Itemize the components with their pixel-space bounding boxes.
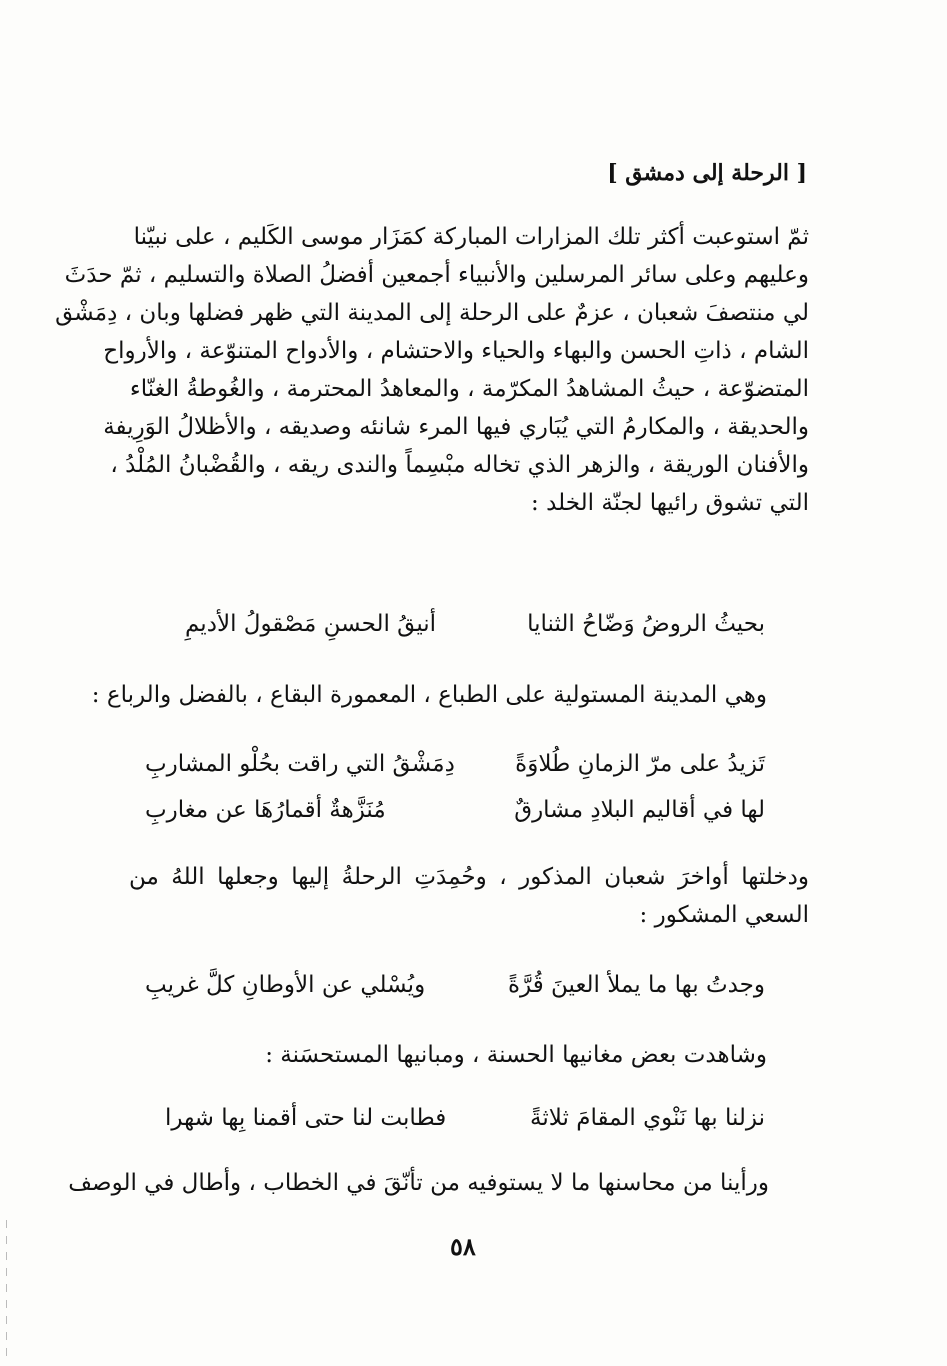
paragraph-line: التي تشوق رائيها لجنّة الخلد : [531, 490, 809, 516]
paragraph-1 [55, 218, 809, 522]
paragraph-line: ثمّ استوعبت أكثر تلك المزارات المباركة كمَزَار موسى الكَليم ، على نبيّنا [133, 224, 809, 250]
page-number: ٥٨ [450, 1232, 476, 1261]
verse-first-hemistich: بحيثُ الروضُ وَضّاحُ الثنايا [527, 611, 765, 637]
paragraph-line: ورأينا من محاسنها ما لا يستوفيه من تأنّقَ في الخطاب ، وأطال في الوصف [68, 1170, 769, 1196]
verse-3 [145, 965, 765, 1005]
paragraph-line: والأفنان الوريقة ، والزهر الذي تخاله مبْسِماً والندى ريقه ، والقُضْبانُ المُلْدُ ، [110, 452, 809, 478]
paragraph-line: والحديقة ، والمكارمُ التي يُبَاري فيها المرء شانئه وصديقه ، والأظلالُ الوَرِيفة [103, 414, 809, 440]
paragraph-line: لي منتصفَ شعبان ، عزمٌ على الرحلة إلى المدينة التي ظهر فضلها وبان ، دِمَشْق [55, 300, 809, 326]
paragraph-4 [167, 1036, 767, 1074]
verse-first-hemistich: لها في أقاليم البلادِ مشارقٌ [514, 797, 765, 823]
verse-second-hemistich: مُنَزَّهةٌ أقمارُهَا عن مغاربِ [145, 797, 386, 823]
paragraph-line: الشام ، ذاتِ الحسن والبهاء والحياء والاحتشام ، والأدواح المتنوّعة ، والأرواح [103, 338, 809, 364]
verse-2-line-1 [145, 744, 765, 784]
verse-1 [185, 604, 765, 644]
paragraph-line: ودخلتها أواخرَ شعبان المذكور ، وحُمِدَتِ الرحلةُ إليها وجعلها اللهُ من [129, 864, 809, 890]
paragraph-line: وعليهم وعلى سائر المرسلين والأنبياء أجمعين أفضلُ الصلاة والتسليم ، ثمّ حدَثَ [64, 262, 809, 288]
paragraph-line: السعي المشكور : [639, 902, 809, 928]
verse-4 [165, 1098, 765, 1138]
verse-second-hemistich: دِمَشْقُ التي راقت بحُلْو المشاربِ [145, 751, 455, 777]
verse-second-hemistich: ويُسْلي عن الأوطانِ كلَّ غريبِ [145, 972, 426, 998]
paragraph-line: المتضوّعة ، حيثُ المشاهدُ المكرّمة ، والمعاهدُ المحترمة ، والغُوطةُ الغنّاء [129, 376, 809, 402]
verse-first-hemistich: نزلنا بها نَنْوي المقامَ ثلاثةً [530, 1105, 765, 1131]
verse-first-hemistich: وجدتُ بها ما يملأ العينَ قُرَّةً [507, 972, 765, 998]
verse-2-line-2 [145, 790, 765, 830]
verse-first-hemistich: تَزيدُ على مرّ الزمانِ طُلاوَةً [515, 751, 765, 777]
chapter-header: [ الرحلة إلى دمشق ] [607, 160, 807, 186]
paragraph-2 [91, 676, 767, 714]
paragraph-line: وشاهدت بعض مغانيها الحسنة ، ومبانيها المستحسَنة : [265, 1042, 767, 1068]
verse-second-hemistich: أنيقُ الحسنِ مَصْقولُ الأديمِ [185, 611, 437, 637]
scan-edge-mark [6, 1220, 7, 1360]
paragraph-line: وهي المدينة المستولية على الطباع ، المعمورة البقاع ، بالفضل والرباع : [91, 682, 767, 708]
verse-second-hemistich: فطابت لنا حتى أقمنا بِها شهرا [165, 1105, 447, 1131]
paragraph-5 [68, 1164, 769, 1202]
paragraph-3 [129, 858, 809, 934]
